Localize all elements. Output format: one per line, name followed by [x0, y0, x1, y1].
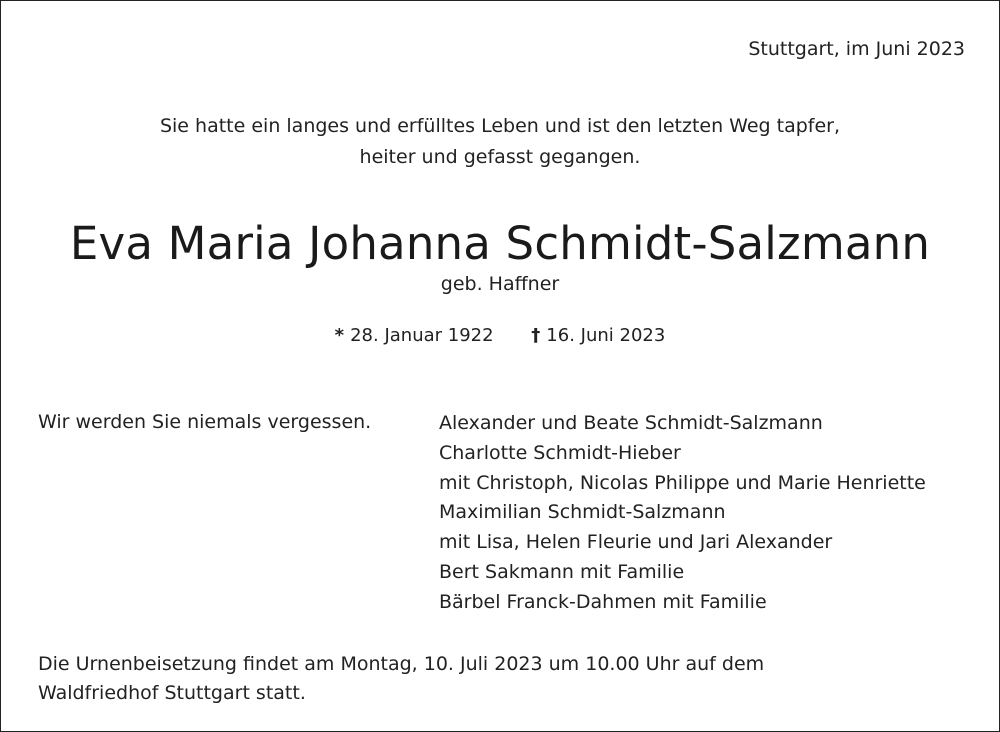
mourner-line: mit Christoph, Nicolas Philippe und Marie Henriette [439, 471, 926, 494]
mourner-line: mit Lisa, Helen Fleurie und Jari Alexander [439, 531, 833, 554]
mourner-line: Bärbel Franck-Dahmen mit Familie [439, 590, 767, 613]
death-cross-icon: † [531, 325, 541, 346]
mourner-line: Alexander und Beate Schmidt-Salzmann [439, 412, 823, 434]
death-date: 16. Juni 2023 [546, 325, 666, 346]
birth-star-icon: * [334, 325, 345, 346]
burial-line-1: Die Urnenbeisetzung findet am Montag, 10. Juli 2023 um 10.00 Uhr auf dem [38, 653, 765, 675]
death-date-group [531, 325, 665, 346]
burial-line-2: Waldfriedhof Stuttgart statt. [38, 682, 306, 704]
mourners-list [439, 409, 926, 618]
quote-line-2: heiter und gefasst gegangen. [359, 146, 641, 168]
mourner-line: Maximilian Schmidt-Salzmann [439, 501, 726, 524]
life-dates [1, 325, 999, 346]
quote [1, 111, 999, 173]
birth-date-group [335, 325, 500, 346]
mourner-line: Charlotte Schmidt-Hieber [439, 441, 681, 464]
burial-info [38, 650, 938, 708]
birth-date: 28. Januar 1922 [350, 325, 494, 346]
remembrance-text: Wir werden Sie niemals vergessen. [38, 411, 372, 433]
place-date: Stuttgart, im Juni 2023 [748, 38, 965, 60]
quote-line-1: Sie hatte ein langes und erfülltes Leben und ist den letzten Weg tapfer, [159, 115, 841, 137]
maiden-name: geb. Haffner [440, 273, 560, 295]
mourner-line: Bert Sakmann mit Familie [439, 560, 685, 583]
deceased-name: Eva Maria Johanna Schmidt-Salzmann [69, 217, 931, 270]
